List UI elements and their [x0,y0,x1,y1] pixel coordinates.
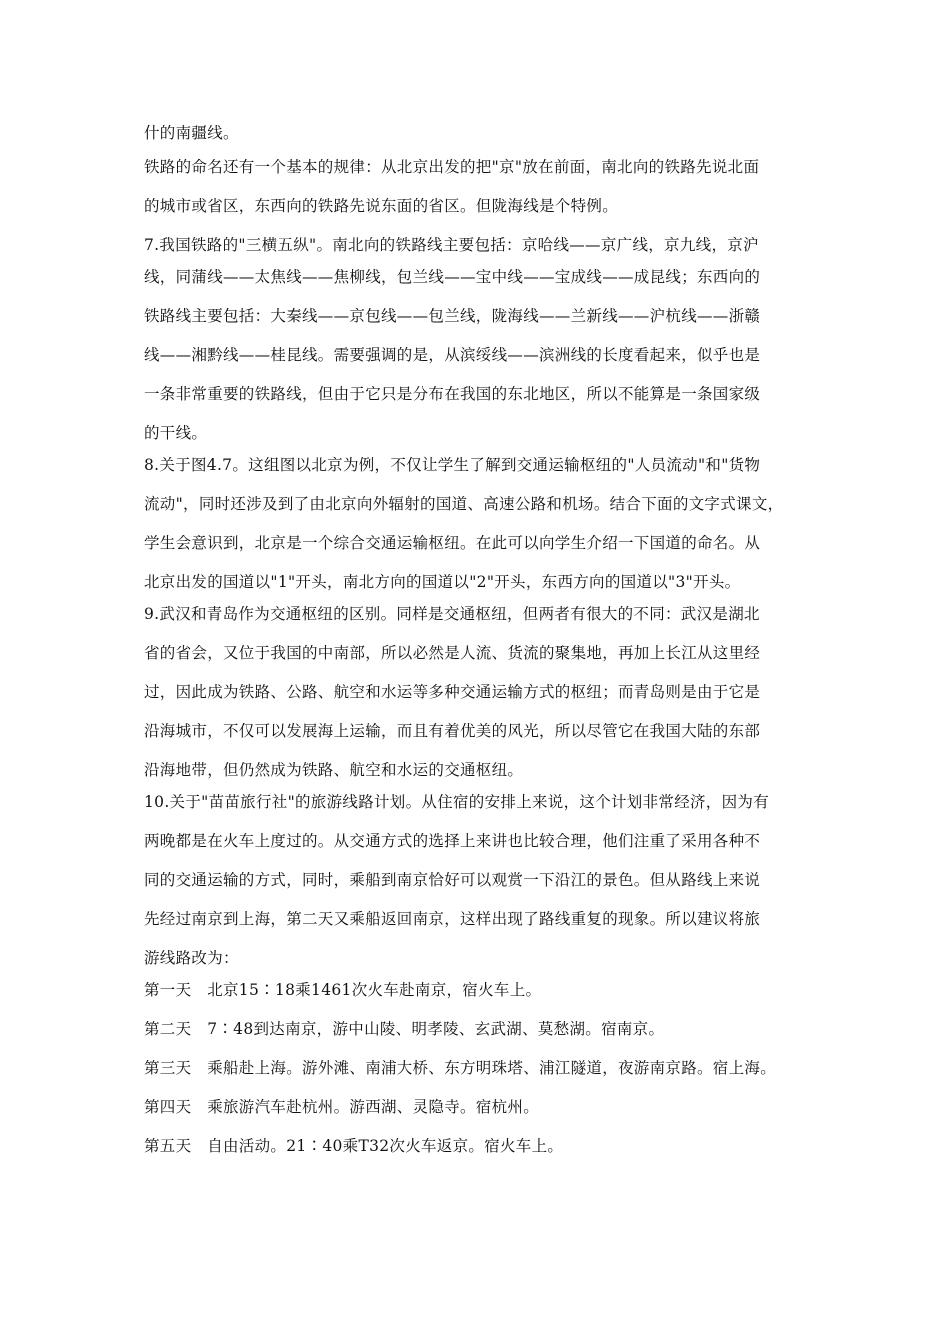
text-line: 的干线。 [144,424,208,442]
paragraph-item-9 [144,601,812,789]
text-line: 什的南疆线。 [144,124,239,142]
text-line: 的城市或省区，东西向的铁路先说东面的省区。但陇海线是个特例。 [144,197,619,215]
text-line: 过，因此成为铁路、公路、航空和水运等多种交通运输方式的枢纽；而青岛则是由于它是 [144,683,761,701]
paragraph-railway-naming [144,154,812,232]
text-line: 9.武汉和青岛作为交通枢纽的区别。同样是交通枢纽，但两者有很大的不同：武汉是湖北 [144,605,760,623]
document-body [144,120,812,1172]
travel-schedule [144,977,812,1172]
schedule-day-3: 第三天 乘船赴上海。游外滩、南浦大桥、东方明珠塔、浦江隧道，夜游南京路。宿上海。 [144,1059,777,1077]
schedule-day-4: 第四天 乘旅游汽车赴杭州。游西湖、灵隐寺。宿杭州。 [144,1098,540,1116]
text-line: 北京出发的国道以"1"开头，南北方向的国道以"2"开头，东西方向的国道以"3"开头。 [144,573,741,591]
text-line: 两晚都是在火车上度过的。从交通方式的选择上来讲也比较合理，他们注重了采用各种不 [144,832,761,850]
paragraph-continuation [144,120,812,154]
paragraph-item-10 [144,789,812,977]
text-line: 线，同蒲线——太焦线——焦柳线，包兰线——宝中线——宝成线——成昆线；东西向的 [144,268,761,286]
text-line: 先经过南京到上海，第二天又乘船返回南京，这样出现了路线重复的现象。所以建议将旅 [144,910,761,928]
schedule-day-2: 第二天 7∶48到达南京，游中山陵、明孝陵、玄武湖、莫愁湖。宿南京。 [144,1020,665,1038]
text-line: 7.我国铁路的"三横五纵"。南北向的铁路线主要包括：京哈线——京广线，京九线，京沪 [144,236,759,254]
text-line: 省的省会，又位于我国的中南部，所以必然是人流、货流的聚集地，再加上长江从这里经 [144,644,761,662]
text-line: 一条非常重要的铁路线，但由于它只是分布在我国的东北地区，所以不能算是一条国家级 [144,385,761,403]
schedule-day-1: 第一天 北京15∶18乘1461次火车赴南京，宿火车上。 [144,981,542,999]
paragraph-item-7 [144,232,812,452]
text-line: 8.关于图4.7。这组图以北京为例，不仅让学生了解到交通运输枢纽的"人员流动"和"货物 [144,456,761,474]
text-line: 流动"，同时还涉及到了由北京向外辐射的国道、高速公路和机场。结合下面的文字式课文， [144,495,784,513]
text-line: 铁路线主要包括：大秦线——京包线——包兰线，陇海线——兰新线——沪杭线——浙赣 [144,307,761,325]
text-line: 同的交通运输的方式，同时，乘船到南京恰好可以观赏一下沿江的景色。但从路线上来说 [144,871,761,889]
text-line: 游线路改为： [144,949,239,967]
text-line: 线——湘黔线——桂昆线。需要强调的是，从滨绥线——滨洲线的长度看起来，似乎也是 [144,346,761,364]
text-line: 铁路的命名还有一个基本的规律：从北京出发的把"京"放在前面，南北向的铁路先说北面 [144,158,760,176]
text-line: 沿海城市，不仅可以发展海上运输，而且有着优美的风光，所以尽管它在我国大陆的东部 [144,722,761,740]
schedule-day-5: 第五天 自由活动。21∶40乘T32次火车返京。宿火车上。 [144,1137,564,1155]
text-line: 沿海地带，但仍然成为铁路、航空和水运的交通枢纽。 [144,761,524,779]
text-line: 10.关于"苗苗旅行社"的旅游线路计划。从住宿的安排上来说，这个计划非常经济，因为有 [144,793,770,811]
paragraph-item-8 [144,452,812,601]
text-line: 学生会意识到，北京是一个综合交通运输枢纽。在此可以向学生介绍一下国道的命名。从 [144,534,761,552]
